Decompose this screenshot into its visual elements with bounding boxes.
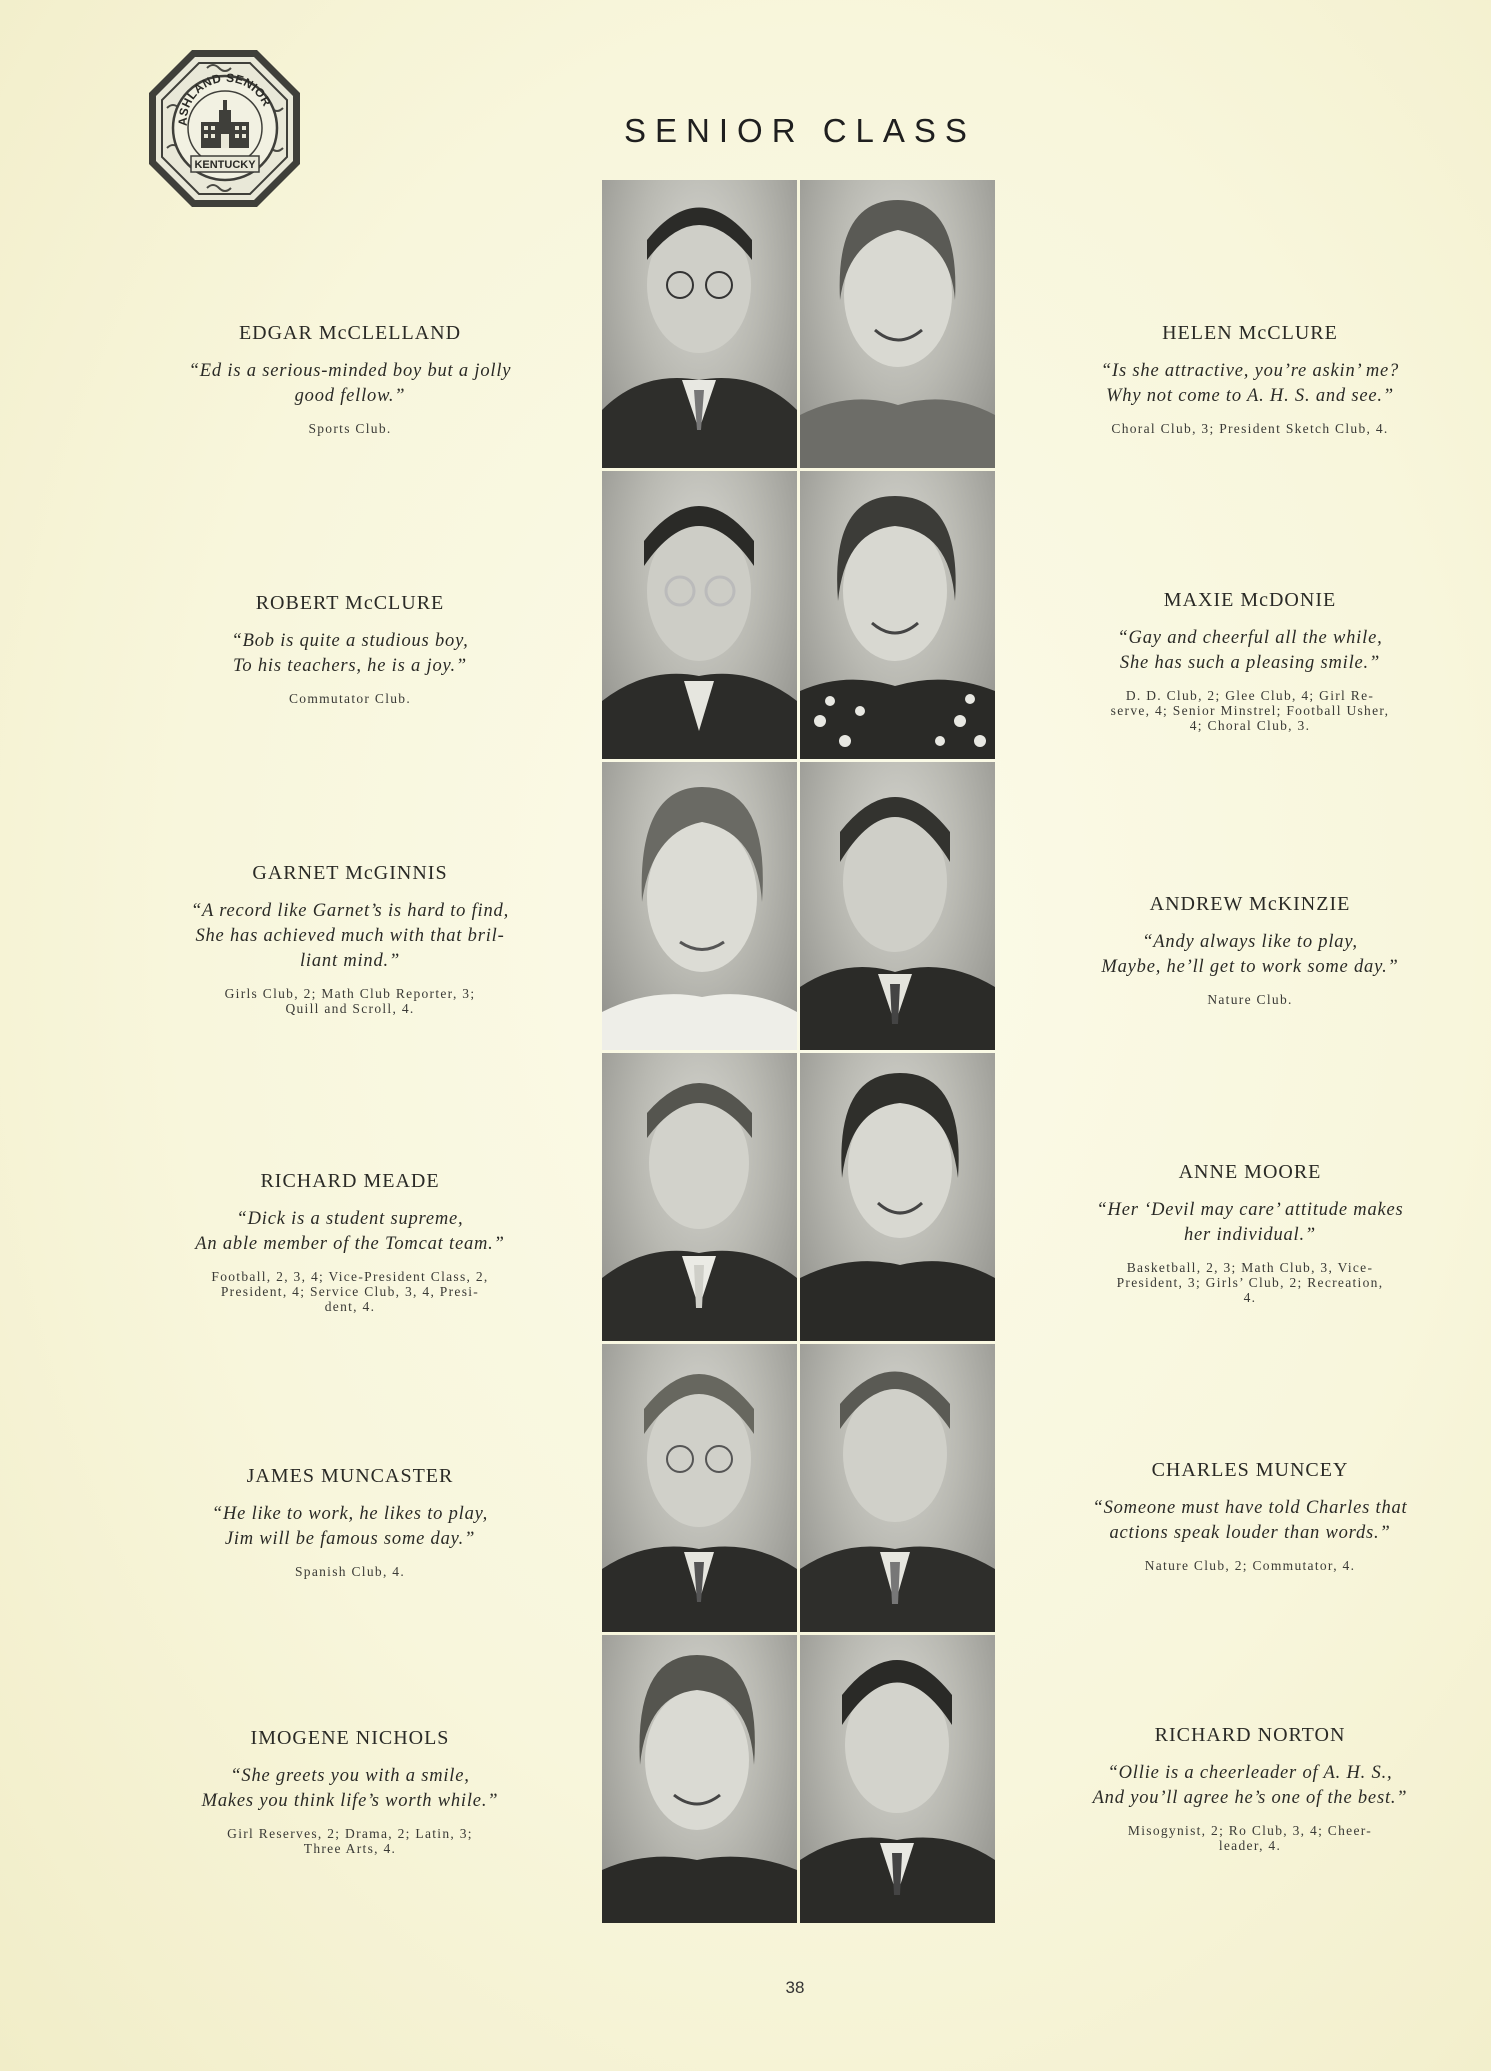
senior-quote: “Gay and cheerful all the while, She has such a pleasing smile.” xyxy=(1117,628,1383,673)
senior-quote: “Bob is quite a studious boy, To his teachers, he is a joy.” xyxy=(231,631,469,676)
portrait-james-muncaster xyxy=(602,1344,797,1632)
senior-quote: “He like to work, he likes to play, Jim will be famous some day.” xyxy=(211,1504,489,1549)
senior-activities: Nature Club. xyxy=(1207,992,1293,1007)
senior-name: MAXIE McDONIE xyxy=(1163,589,1337,611)
senior-activities: Choral Club, 3; President Sketch Club, 4. xyxy=(1111,421,1389,436)
senior-entry xyxy=(140,592,560,706)
senior-quote: “She greets you with a smile, Makes you think life’s worth while.” xyxy=(201,1766,499,1811)
senior-name: JAMES MUNCASTER xyxy=(246,1465,454,1487)
senior-quote: “A record like Garnet’s is hard to find, She has achieved much with that bril- liant mind.” xyxy=(190,901,510,971)
senior-entry xyxy=(140,1465,560,1579)
senior-name: HELEN McCLURE xyxy=(1162,322,1338,344)
senior-name: GARNET McGINNIS xyxy=(252,862,448,884)
senior-entry xyxy=(140,322,560,436)
seal-banner-text: KENTUCKY xyxy=(194,159,256,171)
senior-activities: Girl Reserves, 2; Drama, 2; Latin, 3; Three Arts, 4. xyxy=(227,1826,473,1856)
senior-name: RICHARD MEADE xyxy=(260,1170,440,1192)
senior-activities: Girls Club, 2; Math Club Reporter, 3; Quill and Scroll, 4. xyxy=(224,986,476,1016)
portrait-robert-mcclure xyxy=(602,471,797,759)
portrait-richard-meade xyxy=(602,1053,797,1341)
senior-entry xyxy=(1040,1724,1460,1853)
portrait-edgar-mcclelland xyxy=(602,180,797,468)
senior-entry xyxy=(1040,893,1460,1007)
senior-activities: Basketball, 2, 3; Math Club, 3, Vice- President, 3; Girls’ Club, 2; Recreation, 4. xyxy=(1116,1260,1384,1305)
senior-activities: Spanish Club, 4. xyxy=(294,1564,406,1579)
portrait-richard-norton xyxy=(800,1635,995,1923)
senior-quote: “Ollie is a cheerleader of A. H. S., And you’ll agree he’s one of the best.” xyxy=(1092,1763,1408,1808)
portrait-imogene-nichols xyxy=(602,1635,797,1923)
senior-name: RICHARD NORTON xyxy=(1154,1724,1346,1746)
senior-activities: Misogynist, 2; Ro Club, 3, 4; Cheer- leader, 4. xyxy=(1127,1823,1373,1853)
senior-quote: “Ed is a serious-minded boy but a jolly good fellow.” xyxy=(188,361,512,406)
senior-name: IMOGENE NICHOLS xyxy=(250,1727,450,1749)
senior-quote: “Her ‘Devil may care’ attitude makes her individual.” xyxy=(1096,1200,1404,1245)
senior-activities: D. D. Club, 2; Glee Club, 4; Girl Re- serve, 4; Senior Minstrel; Football Usher, 4; Choral Club, 3. xyxy=(1110,688,1390,733)
senior-entry xyxy=(1040,1161,1460,1305)
senior-quote: “Dick is a student supreme, An able member of the Tomcat team.” xyxy=(195,1209,505,1254)
senior-quote: “Is she attractive, you’re askin’ me? Why not come to A. H. S. and see.” xyxy=(1100,361,1400,406)
senior-activities: Commutator Club. xyxy=(288,691,412,706)
portrait-maxie-mcdonie xyxy=(800,471,995,759)
portrait-garnet-mcginnis xyxy=(602,762,797,1050)
portrait-anne-moore xyxy=(800,1053,995,1341)
senior-name: ROBERT McCLURE xyxy=(255,592,445,614)
page-number: 38 xyxy=(785,1978,805,1997)
page-title: SENIOR CLASS xyxy=(624,112,976,149)
senior-quote: “Andy always like to play, Maybe, he’ll get to work some day.” xyxy=(1101,932,1399,977)
portrait-andrew-mckinzie xyxy=(800,762,995,1050)
school-seal-logo xyxy=(147,48,302,209)
senior-name: ANNE MOORE xyxy=(1178,1161,1322,1183)
senior-activities: Football, 2, 3, 4; Vice-President Class, 2, President, 4; Service Club, 3, 4, Presi- dent, 4. xyxy=(211,1269,489,1314)
senior-name: EDGAR McCLELLAND xyxy=(238,322,462,344)
senior-entry xyxy=(140,862,560,1016)
senior-name: CHARLES MUNCEY xyxy=(1151,1459,1349,1481)
senior-entry xyxy=(140,1727,560,1856)
senior-entry xyxy=(1040,1459,1460,1573)
senior-entry xyxy=(1040,322,1460,436)
portrait-grid xyxy=(602,180,995,1923)
senior-quote: “Someone must have told Charles that actions speak louder than words.” xyxy=(1092,1498,1408,1543)
seal-arc-text: ASHLAND SENIOR xyxy=(175,70,275,127)
senior-activities: Sports Club. xyxy=(308,421,392,436)
senior-name: ANDREW McKINZIE xyxy=(1149,893,1351,915)
senior-entry xyxy=(140,1170,560,1314)
senior-entry xyxy=(1040,589,1460,733)
portrait-charles-muncey xyxy=(800,1344,995,1632)
portrait-helen-mcclure xyxy=(800,180,995,468)
senior-activities: Nature Club, 2; Commutator, 4. xyxy=(1144,1558,1356,1573)
